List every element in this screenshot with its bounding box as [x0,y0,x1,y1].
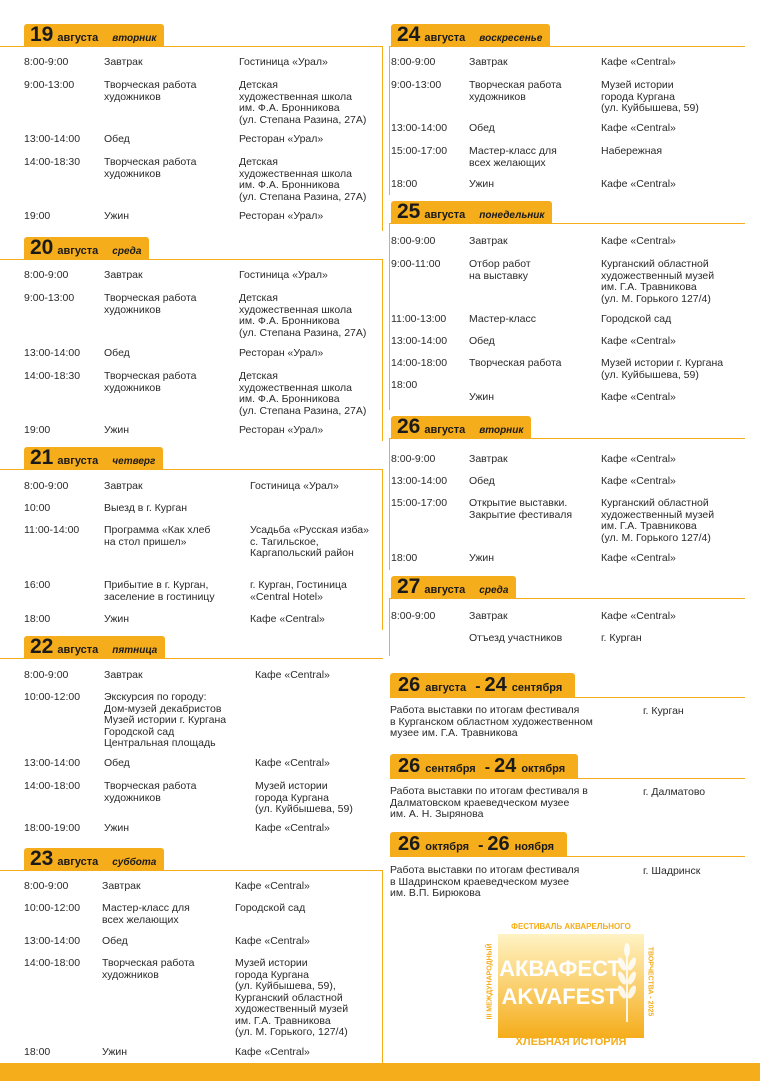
place-cell: Ресторан «Урал» [239,347,324,359]
time-cell: 8:00-9:00 [24,480,69,492]
activity-cell: Творческая работа художников [104,780,197,804]
place-cell: Кафе «Central» [250,613,325,625]
place-cell: Гостиница «Урал» [239,269,328,281]
exhibition-divider [390,697,745,698]
place-cell: Курганский областной художественный музей им. Г.А. Травникова (ул. М. Горького 127/4) [601,258,715,305]
place-cell: Детская художественная школа им. Ф.А. Бронникова (ул. Степана Разина, 27А) [239,79,367,126]
time-cell: 10:00-12:00 [24,691,81,703]
end-month: октября [521,763,566,775]
column-separator [384,0,388,1063]
time-cell: 9:00-13:00 [391,79,442,91]
place-cell: Кафе «Central» [235,1046,310,1058]
time-cell: 10:00 [24,502,51,514]
time-cell: 14:00-18:30 [24,370,81,382]
period-dash: - [484,759,491,776]
time-cell: 13:00-14:00 [24,347,81,359]
time-cell: 18:00 [391,178,418,190]
day-weekday: вторник [112,33,157,44]
day-schedule [0,658,383,659]
exhibition-description: Работа выставки по итогам фестиваля в Шадринском краеведческом музее им. В.П. Бирюкова [390,864,580,899]
activity-cell: Обед [104,133,130,145]
activity-cell: Мастер-класс для всех желающих [102,902,190,926]
activity-cell: Завтрак [104,56,143,68]
exhibition-divider [390,778,745,779]
start-month: октября [425,841,470,853]
day-weekday: суббота [112,857,157,868]
day-badge [391,576,516,598]
activity-cell: Творческая работа [469,357,562,369]
day-month: августа [57,455,99,467]
time-cell: 15:00-17:00 [391,497,448,509]
day-weekday: воскресенье [479,33,543,44]
time-cell: 13:00-14:00 [391,475,448,487]
activity-cell: Обед [102,935,128,947]
time-cell: 13:00-14:00 [24,757,81,769]
activity-cell: Обед [469,475,495,487]
time-cell: 9:00-13:00 [24,292,75,304]
start-day: 26 [398,755,421,777]
end-day: 24 [494,755,517,777]
activity-cell: Творческая работа художников [104,370,197,394]
place-cell: Курганский областной художественный музей им. Г.А. Травникова (ул. М. Горького 127/4) [601,497,715,544]
time-cell: 8:00-9:00 [24,669,69,681]
time-cell: 8:00-9:00 [24,269,69,281]
day-month: августа [57,856,99,868]
activity-cell: Обед [104,347,130,359]
activity-cell: Завтрак [469,56,508,68]
bottom-accent-bar [0,1063,760,1081]
activity-cell: Прибытие в г. Курган, заселение в гостиницу [104,579,215,603]
day-number: 19 [30,23,54,46]
period-dash: - [475,678,481,695]
day-month: августа [424,424,466,436]
activity-cell: Творческая работа художников [104,292,197,316]
place-cell: Усадьба «Русская изба» с. Тагильское, Каргапольский район [250,524,369,559]
time-cell: 8:00-9:00 [391,453,436,465]
end-month: сентября [511,682,563,694]
time-cell: 14:00-18:30 [24,156,81,168]
activity-cell: Ужин [104,613,130,625]
time-cell: 13:00-14:00 [24,133,81,145]
activity-cell: Завтрак [469,610,508,622]
activity-cell: Обед [104,757,130,769]
day-badge [24,237,149,259]
time-cell: 13:00-14:00 [391,122,448,134]
activity-cell: Ужин [104,210,130,222]
activity-cell: Программа «Как хлеб на стол пришел» [104,524,211,548]
day-weekday: среда [479,585,509,596]
day-month: августа [424,32,466,44]
end-day: 26 [487,833,510,855]
place-cell: Музей истории города Кургана (ул. Куйбышева, 59) [601,79,699,114]
day-number: 27 [397,575,421,598]
time-cell: 9:00-13:00 [24,79,75,91]
time-cell: 15:00-17:00 [391,145,448,157]
day-number: 22 [30,635,54,658]
time-cell: 19:00 [24,210,51,222]
activity-cell: Творческая работа художников [469,79,562,103]
time-cell: 18:00 [391,552,418,564]
logo-title-ru: АКВАФЕСТ [499,956,621,981]
place-cell: Ресторан «Урал» [239,133,324,145]
time-cell: 8:00-9:00 [391,235,436,247]
activity-cell: Ужин [102,1046,128,1058]
activity-cell: Выезд в г. Курган [104,502,187,514]
day-badge [24,848,164,870]
day-badge [391,416,531,438]
start-day: 26 [398,674,421,696]
time-cell: 8:00-9:00 [24,56,69,68]
day-schedule [389,598,745,656]
activity-cell: Открытие выставки. Закрытие фестиваля [469,497,573,521]
logo-left-text: III МЕЖДУНАРОДНЫЙ [486,943,494,1020]
place-cell: Детская художественная школа им. Ф.А. Бронникова (ул. Степана Разина, 27А) [239,156,367,203]
day-number: 26 [397,415,421,438]
exhibition-period [390,673,575,697]
place-cell: Кафе «Central» [601,122,676,134]
exhibition-description: Работа выставки по итогам фестиваля в Далматовском краеведческом музее им. А. Н. Зырянова [390,785,588,820]
activity-cell: Творческая работа художников [102,957,195,981]
time-cell: 14:00-18:00 [24,780,81,792]
logo-bottom-text: ХЛЕБНАЯ ИСТОРИЯ [515,1036,627,1048]
place-cell: Кафе «Central» [601,335,676,347]
time-cell: 10:00-12:00 [24,902,81,914]
place-cell: Кафе «Central» [601,610,676,622]
logo-right-text: ТВОРЧЕСТВА - 2025 [646,946,654,1017]
day-weekday: вторник [479,425,524,436]
place-cell: Кафе «Central» [255,757,330,769]
day-number: 25 [397,200,421,223]
place-cell: Кафе «Central» [235,935,310,947]
activity-cell: Творческая работа художников [104,156,197,180]
end-day: 24 [484,674,507,696]
place-cell: Кафе «Central» [601,475,676,487]
place-cell: Кафе «Central» [601,56,676,68]
activity-cell: Завтрак [104,480,143,492]
activity-cell: Отбор работ на выставку [469,258,531,282]
day-weekday: четверг [112,456,156,467]
day-number: 20 [30,236,54,259]
time-cell: 13:00-14:00 [24,935,81,947]
exhibition-period [390,754,578,778]
place-cell: Кафе «Central» [255,669,330,681]
place-cell: Гостиница «Урал» [250,480,339,492]
place-cell: Кафе «Central» [601,453,676,465]
start-day: 26 [398,833,421,855]
day-number: 21 [30,446,54,469]
exhibition-description: Работа выставки по итогам фестиваля в Курганском областном художественном музее им. Г.А. Травникова [390,704,593,739]
place-cell: Ресторан «Урал» [239,424,324,436]
place-cell: Детская художественная школа им. Ф.А. Бронникова (ул. Степана Разина, 27А) [239,370,367,417]
place-cell: г. Курган, Гостиница «Central Hotel» [250,579,347,603]
activity-cell: Экскурсия по городу: Дом-музей декабристов Музей истории г. Кургана Городской сад Центральная площадь [104,691,227,749]
time-cell: 8:00-9:00 [391,56,436,68]
time-cell: 18:00 [24,1046,51,1058]
activity-cell: Завтрак [102,880,141,892]
activity-cell: Творческая работа художников [104,79,197,103]
day-badge [24,24,164,46]
period-dash: - [478,837,484,854]
place-cell: Музей истории города Кургана (ул. Куйбышева, 59) [255,780,353,815]
place-cell: Детская художественная школа им. Ф.А. Бронникова (ул. Степана Разина, 27А) [239,292,367,339]
activity-cell: Отъезд участников [469,632,563,644]
day-month: августа [57,32,99,44]
activity-cell: Завтрак [469,453,508,465]
place-cell: Кафе «Central» [601,235,676,247]
day-number: 24 [397,23,421,46]
day-weekday: понедельник [479,210,545,221]
time-cell: 8:00-9:00 [24,880,69,892]
activity-cell: Ужин [469,178,495,190]
day-month: августа [424,584,466,596]
day-badge [391,24,550,46]
exhibition-divider [390,856,745,857]
place-cell: Кафе «Central» [601,552,676,564]
day-badge [24,636,165,658]
activity-cell: Ужин [104,424,130,436]
day-weekday: пятница [112,645,158,656]
time-cell: 9:00-11:00 [391,258,441,270]
day-month: августа [57,644,99,656]
activity-cell: Завтрак [469,235,508,247]
exhibition-city: г. Далматово [643,786,706,798]
place-cell: Музей истории города Кургана (ул. Куйбышева, 59), Курганский областной художественный музей им. Г.А. Травникова (ул. М. Горького, 127/4) [235,957,349,1038]
time-cell: 16:00 [24,579,51,591]
activity-cell: Мастер-класс для всех желающих [469,145,557,169]
day-month: августа [424,209,466,221]
time-cell: 13:00-14:00 [391,335,448,347]
place-cell: Музей истории г. Кургана (ул. Куйбышева, 59) [601,357,724,381]
place-cell: г. Курган [601,632,642,644]
time-cell: 11:00-14:00 [24,524,80,536]
activity-cell: Завтрак [104,269,143,281]
time-cell: 11:00-13:00 [391,313,447,325]
time-cell: 18:00 [24,613,51,625]
start-month: августа [425,682,467,694]
place-cell: Городской сад [601,313,672,325]
time-cell: 8:00-9:00 [391,610,436,622]
activity-cell: Завтрак [104,669,143,681]
place-cell: Набережная [601,145,663,157]
start-month: сентября [425,763,476,775]
exhibition-period [390,832,567,856]
activity-cell: Мастер-класс [469,313,536,325]
place-cell: Ресторан «Урал» [239,210,324,222]
day-schedule [389,46,745,195]
time-cell: 18:00 [391,379,418,391]
time-cell: 14:00-18:00 [391,357,448,369]
activity-cell: Ужин [104,822,130,834]
activity-cell: Ужин [469,390,495,403]
time-cell: 18:00-19:00 [24,822,81,834]
day-badge [24,447,163,469]
day-month: августа [57,245,99,257]
place-cell: Кафе «Central» [235,880,310,892]
end-month: ноября [514,841,555,853]
logo-top-text: ФЕСТИВАЛЬ АКВАРЕЛЬНОГО [511,922,631,931]
exhibition-city: г. Курган [643,705,684,717]
activity-cell: Обед [469,335,495,347]
time-cell: 14:00-18:00 [24,957,81,969]
exhibition-city: г. Шадринск [643,865,701,877]
time-cell: 19:00 [24,424,51,436]
place-cell: Кафе «Central» [601,390,676,403]
logo-title-en: AKVAFEST [501,984,619,1009]
activity-cell: Ужин [469,552,495,564]
place-cell: Городской сад [235,902,306,914]
place-cell: Кафе «Central» [601,178,676,190]
day-weekday: среда [112,246,142,257]
place-cell: Кафе «Central» [255,822,330,834]
day-badge [391,201,552,223]
day-number: 23 [30,847,54,870]
festival-logo [482,920,660,1050]
place-cell: Гостиница «Урал» [239,56,328,68]
activity-cell: Обед [469,122,495,134]
